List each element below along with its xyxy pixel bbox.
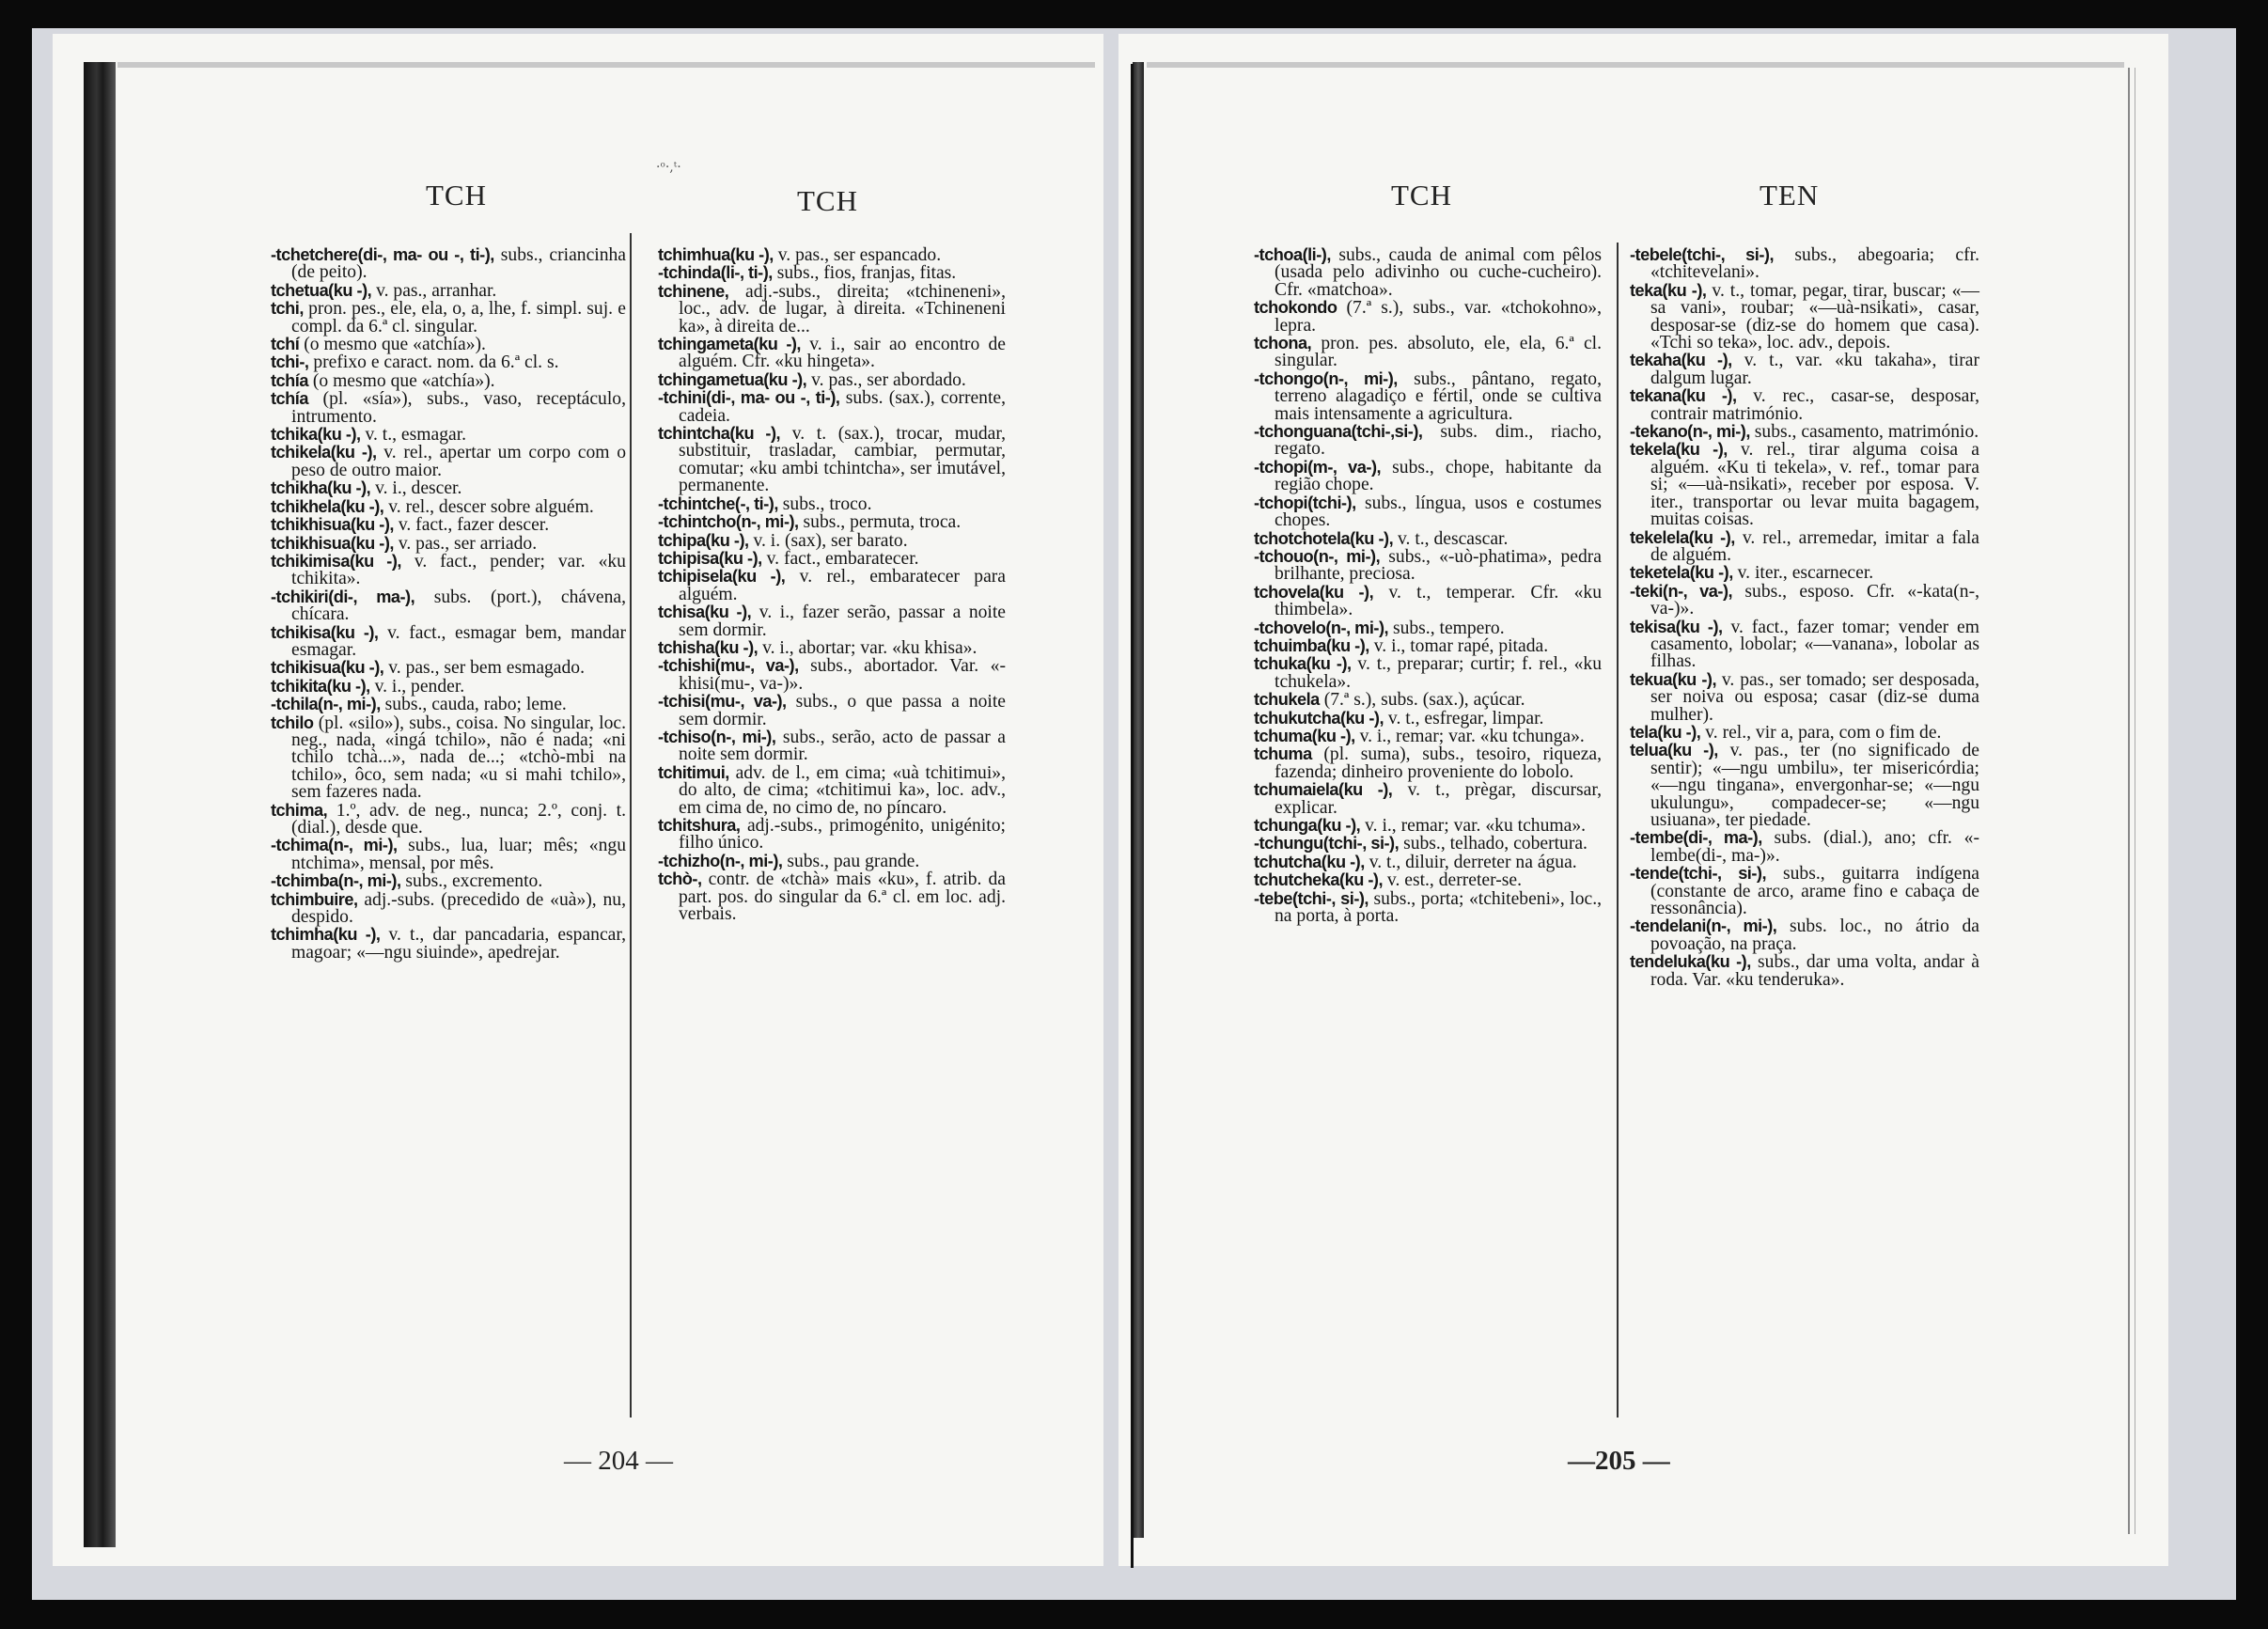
entry-definition: subs., abortador. Var. «-khisi(mu-, va-)».: [679, 656, 1006, 694]
entry-headword: tchuma: [1254, 744, 1312, 764]
dictionary-entry: [1630, 423, 1979, 441]
dictionary-entry: [271, 837, 626, 872]
entry-headword: tchisa(ku -),: [658, 603, 752, 622]
entry-headword: tchí: [271, 335, 300, 354]
entry-headword: tchi,: [271, 299, 304, 319]
entry-definition: adj.-subs. (precedido de «uà»), nu, despido.: [291, 889, 626, 928]
dictionary-entry: [1254, 817, 1602, 835]
entry-definition: v. i., fazer serão, passar a noite sem dormir.: [679, 603, 1006, 640]
entry-headword: tchipa(ku -),: [658, 530, 749, 550]
entry-headword: -tchisi(mu-, va-),: [658, 692, 787, 712]
entry-headword: -tchongo(n-, mi-),: [1254, 368, 1398, 388]
dictionary-entry: [1254, 335, 1602, 370]
center-binding-edge: [1133, 62, 1144, 1538]
entry-headword: tchimha(ku -),: [271, 925, 381, 945]
entry-headword: tchumaiela(ku -),: [1254, 780, 1393, 800]
left-column-divider: [630, 233, 632, 1418]
entry-definition: v. rel., tirar alguma coisa a alguém. «Ku ti tekela», v. ref., tomar para si; «—uà-nsikati», receber por esposa. V. iter., transportar ou levar muita bagagem, muitas coisas.: [1650, 440, 1979, 530]
entry-headword: -tchila(n-, mi-),: [271, 695, 381, 714]
entry-definition: v. rel., arremedar, imitar a fala de alguém.: [1650, 527, 1979, 565]
entry-headword: tekisa(ku -),: [1630, 617, 1723, 636]
dictionary-entry: [1630, 619, 1979, 671]
entry-definition: subs., excremento.: [400, 871, 543, 892]
entry-headword: -tchungu(tchi-, si-),: [1254, 834, 1400, 854]
entry-definition: (pl. suma), subs., tesoiro, riqueza, fazenda; dinheiro proveniente do lobolo.: [1275, 744, 1602, 782]
entry-definition: v. rel., descer sobre alguém.: [383, 496, 594, 517]
entry-headword: -tembe(di-, ma-),: [1630, 828, 1762, 848]
entry-headword: tchutcheka(ku -),: [1254, 870, 1384, 890]
entry-definition: adv. de l., em cima; «uà tchitimui», do alto, de cima; «tchitimui ka», loc. adv., em cima de, no cimo de, no píncaro.: [679, 762, 1006, 818]
entry-headword: -tchetchere(di-, ma- ou -, ti-),: [271, 245, 494, 264]
entry-definition: v. pas., ter (no significado de sentir); «—ngu umbilu», ter misericórdia; «—ngu tingana», envergonhar-se; «—ngu ukulungu», compadecer-se; «—ngu usiuana», ter piedade.: [1650, 741, 1979, 830]
entry-headword: tela(ku -),: [1630, 722, 1701, 742]
left-page-top-edge: [117, 62, 1095, 68]
dictionary-entry: [271, 516, 626, 534]
entry-headword: tekana(ku -),: [1630, 386, 1737, 406]
entry-definition: v. t., prègar, discursar, explicar.: [1275, 780, 1602, 818]
entry-headword: tchikisua(ku -),: [271, 658, 384, 678]
entry-headword: tchokondo: [1254, 298, 1337, 318]
entry-definition: subs. (dial.), ano; cfr. «-lembe(di-, ma-)».: [1650, 828, 1979, 866]
entry-headword: tchimbuire,: [271, 889, 358, 909]
entry-headword: -tchintche(-, ti-),: [658, 493, 778, 513]
entry-definition: v. rel., apertar um corpo com o peso de outro maior.: [291, 443, 626, 480]
entry-headword: -tchopi(tchi-),: [1254, 493, 1356, 512]
dictionary-entry: [1630, 246, 1979, 282]
dictionary-entry: [1630, 441, 1979, 528]
entry-definition: subs., dar uma volta, andar à roda. Var. «ku tenderuka».: [1650, 952, 1979, 990]
dictionary-entry: [658, 657, 1006, 693]
dictionary-entry: [1630, 583, 1979, 619]
entry-headword: tchingameta(ku -),: [658, 335, 801, 354]
entry-definition: subs., pântano, regato, terreno alagadiço e fértil, onde se cultiva mais intensamente a agricultura.: [1275, 368, 1602, 424]
dictionary-entry: [1254, 530, 1602, 548]
entry-definition: subs., porta; «tchitebeni», loc., na porta, à porta.: [1275, 888, 1603, 927]
entry-headword: tekaha(ku -),: [1630, 351, 1732, 370]
page-204-column-1: [271, 246, 626, 962]
dictionary-entry: [271, 426, 626, 444]
entry-definition: v. t., esfregar, limpar.: [1384, 708, 1544, 728]
dictionary-entry: [658, 264, 1006, 282]
entry-headword: tchona,: [1254, 334, 1312, 353]
entry-headword: tchitimui,: [658, 762, 729, 782]
dictionary-entry: [1254, 835, 1602, 853]
dictionary-entry: [271, 872, 626, 890]
entry-definition: subs., chope, habitante da região chope.: [1275, 457, 1602, 495]
entry-headword: -tchima(n-, mi-),: [271, 836, 398, 855]
dictionary-entry: [1254, 619, 1602, 637]
entry-definition: adj.-subs., primogénito, unigénito; filho único.: [679, 816, 1006, 854]
dictionary-entry: [1254, 459, 1602, 494]
dictionary-entry: [658, 246, 1006, 264]
left-binding-edge: [84, 62, 116, 1547]
entry-definition: subs., criancinha (de peito).: [291, 245, 627, 283]
entry-definition: subs., permuta, troca.: [798, 512, 962, 533]
entry-definition: v. t., diluir, derreter na água.: [1364, 852, 1577, 872]
dictionary-entry: [658, 693, 1006, 728]
dictionary-entry: [271, 479, 626, 497]
entry-definition: v. est., derreter-se.: [1383, 870, 1522, 891]
entry-headword: tchikhisua(ku -),: [271, 533, 394, 553]
entry-headword: -tchoa(li-),: [1254, 245, 1331, 264]
entry-definition: subs., cauda, rabo; leme.: [380, 695, 567, 715]
dictionary-entry: [1630, 352, 1979, 387]
entry-headword: tchikhela(ku -),: [271, 496, 384, 516]
entry-definition: (7.ª s.), subs. (sax.), açúcar.: [1319, 690, 1525, 711]
entry-definition: v. i. (sax), ser barato.: [748, 530, 908, 551]
entry-headword: tchuimba(ku -),: [1254, 635, 1369, 655]
page-204-column-2: [658, 246, 1006, 923]
dictionary-entry: [658, 495, 1006, 513]
dictionary-entry: [658, 532, 1006, 550]
dictionary-entry: [271, 553, 626, 588]
right-page-margin-rule: [2128, 68, 2135, 1534]
entry-headword: tchitshura,: [658, 816, 741, 835]
entry-headword: -tchiso(n-, mi-),: [658, 727, 776, 746]
dictionary-entry: [271, 246, 626, 282]
dictionary-entry: [271, 802, 626, 838]
dictionary-entry: [658, 639, 1006, 657]
entry-headword: tekelela(ku -),: [1630, 527, 1735, 547]
entry-headword: -tchishi(mu-, va-),: [658, 656, 799, 676]
page-number-205: —205 —: [1568, 1446, 1670, 1476]
entry-definition: v. i., remar; var. «ku tchunga».: [1354, 726, 1585, 746]
dictionary-entry: [271, 891, 626, 927]
entry-definition: subs., esposo. Cfr. «-kata(n-, va-)».: [1650, 581, 1979, 619]
dictionary-entry: [658, 513, 1006, 531]
entry-headword: tchikisa(ku -),: [271, 622, 379, 642]
dictionary-entry: [658, 853, 1006, 870]
entry-headword: tchuka(ku -),: [1254, 654, 1352, 674]
right-column-divider: [1617, 243, 1619, 1418]
entry-definition: contr. de «tchà» mais «ku», f. atrib. da part. pos. do singular da 6.ª cl. em loc. adj. verbais.: [679, 869, 1006, 925]
dictionary-entry: [1630, 829, 1979, 865]
entry-definition: v. fact., fazer descer.: [393, 515, 550, 536]
page-204-header-left: TCH: [426, 179, 487, 211]
dictionary-entry: [1254, 246, 1602, 299]
entry-definition: v. t., temperar. Cfr. «ku thimbela».: [1275, 582, 1602, 620]
entry-headword: tchima,: [271, 800, 328, 820]
entry-definition: v. rec., casar-se, desposar, contrair matrimónio.: [1650, 386, 1979, 424]
entry-headword: tchotchotela(ku -),: [1254, 528, 1394, 548]
entry-definition: v. t., esmagar.: [360, 425, 467, 446]
dictionary-entry: [271, 353, 626, 371]
dictionary-entry: [1630, 953, 1979, 989]
entry-definition: v. i., sair ao encontro de alguém. Cfr. «ku hingeta».: [679, 335, 1006, 372]
entry-headword: -tebe(tchi-, si-),: [1254, 888, 1369, 908]
entry-headword: tchikimisa(ku -),: [271, 551, 401, 571]
entry-headword: tchikhisua(ku -),: [271, 515, 394, 535]
entry-definition: subs. (sax.), corrente, cadeia.: [679, 388, 1007, 426]
dictionary-entry: [1254, 871, 1602, 889]
dictionary-entry: [271, 498, 626, 516]
dictionary-entry: [1630, 671, 1979, 724]
entry-headword: -tchonguana(tchi-,si-),: [1254, 422, 1423, 442]
entry-definition: subs. loc., no átrio da povoação, na praça.: [1650, 916, 1979, 954]
entry-definition: prefixo e caract. nom. da 6.ª cl. s.: [308, 352, 559, 373]
ink-mark: ·ᵒ·,ᵗ·: [656, 160, 681, 175]
entry-headword: tchingametua(ku -),: [658, 369, 807, 389]
page-205-header-right: TEN: [1760, 179, 1820, 211]
entry-definition: v. i., tomar rapé, pitada.: [1369, 635, 1549, 656]
dictionary-entry: [658, 603, 1006, 639]
dictionary-entry: [1254, 728, 1602, 745]
dictionary-entry: [271, 336, 626, 353]
entry-definition: subs., casamento, matrimónio.: [1749, 422, 1979, 443]
dictionary-entry: [271, 444, 626, 479]
entry-headword: -tchovelo(n-, mi-),: [1254, 618, 1389, 637]
right-page-top-edge: [1147, 62, 2124, 68]
dictionary-entry: [271, 696, 626, 713]
entry-definition: (7.ª s.), subs., var. «tchokohno», lepra.: [1275, 298, 1602, 336]
entry-definition: subs., «-uò-phatima», pedra brilhante, preciosa.: [1275, 546, 1602, 585]
entry-definition: v. i., pender.: [369, 676, 465, 697]
entry-headword: tchipisa(ku -),: [658, 548, 762, 568]
page-204-header-right: TCH: [797, 184, 858, 217]
entry-headword: tchetua(ku -),: [271, 280, 372, 300]
entry-definition: v. t., dar pancadaria, espancar, magoar; «—ngu siuinde», apedrejar.: [291, 925, 626, 963]
entry-headword: tchinene,: [658, 281, 729, 301]
dictionary-entry: [1254, 370, 1602, 423]
entry-headword: -tchopi(m-, va-),: [1254, 457, 1382, 477]
entry-definition: v. t. (sax.), trocar, mudar, substituir, trasladar, cambiar, permutar, comutar; «ku ambi tchintcha», ser imutável, permanente.: [679, 424, 1006, 496]
entry-definition: v. i., descer.: [370, 478, 462, 499]
entry-definition: subs., o que passa a noite sem dormir.: [679, 692, 1006, 729]
entry-definition: v. pas., ser arriado.: [393, 533, 538, 554]
dictionary-entry: [271, 282, 626, 300]
entry-definition: pron. pes. absoluto, ele, ela, 6.ª cl. singular.: [1275, 334, 1602, 371]
dictionary-entry: [1630, 865, 1979, 917]
dictionary-entry: [1254, 691, 1602, 709]
entry-headword: tchukela: [1254, 690, 1320, 710]
dictionary-entry: [658, 283, 1006, 336]
entry-headword: teketela(ku -),: [1630, 563, 1733, 583]
entry-headword: tchukutcha(ku -),: [1254, 708, 1384, 728]
entry-definition: subs., língua, usos e costumes chopes.: [1275, 493, 1602, 531]
dictionary-entry: [271, 659, 626, 677]
entry-headword: tchunga(ku -),: [1254, 816, 1361, 835]
dictionary-entry: [1630, 724, 1979, 742]
dictionary-entry: [1254, 548, 1602, 584]
entry-headword: tendeluka(ku -),: [1630, 952, 1751, 972]
entry-definition: v. rel., embaratecer para alguém.: [679, 567, 1006, 604]
entry-headword: tchikela(ku -),: [271, 443, 377, 462]
page-number-204: — 204 —: [564, 1446, 673, 1476]
dictionary-entry: [271, 300, 626, 336]
page-205-header-left: TCH: [1391, 179, 1452, 211]
dictionary-entry: [271, 678, 626, 696]
dictionary-entry: [658, 550, 1006, 568]
dictionary-entry: [1254, 710, 1602, 728]
entry-definition: v. t., preparar; curtir; f. rel., «ku tchukela».: [1275, 654, 1603, 692]
entry-definition: (o mesmo que «atchía»).: [307, 370, 495, 391]
dictionary-entry: [1254, 494, 1602, 530]
entry-headword: tekela(ku -),: [1630, 440, 1728, 460]
entry-headword: tchutcha(ku -),: [1254, 852, 1365, 871]
entry-definition: v. rel., vir a, para, com o fim de.: [1700, 722, 1942, 743]
entry-definition: subs., tempero.: [1388, 618, 1505, 638]
dictionary-entry: [1630, 387, 1979, 423]
dictionary-entry: [271, 714, 626, 802]
entry-definition: v. t., var. «ku takaha», tirar dalgum lugar.: [1650, 351, 1979, 388]
gutter-rule: [1131, 64, 1134, 1568]
dictionary-entry: [1254, 423, 1602, 459]
dictionary-entry: [1254, 584, 1602, 619]
entry-headword: tchía: [271, 370, 308, 390]
entry-definition: subs., troco.: [777, 493, 872, 514]
dictionary-entry: [1254, 890, 1602, 926]
entry-headword: tchía: [271, 389, 308, 409]
dictionary-entry: [658, 371, 1006, 389]
dictionary-entry: [658, 336, 1006, 371]
entry-headword: tchò-,: [658, 869, 702, 889]
entry-headword: tchikita(ku -),: [271, 676, 370, 696]
entry-definition: v. pas., ser espancado.: [773, 245, 942, 265]
page-205-column-2: [1630, 246, 1979, 989]
dictionary-entry: [1254, 299, 1602, 335]
entry-headword: -tchizho(n-, mi-),: [658, 851, 783, 870]
entry-definition: (o mesmo que «atchía»).: [299, 335, 486, 355]
page-205-column-1: [1254, 246, 1602, 925]
entry-headword: teka(ku -),: [1630, 280, 1707, 300]
entry-headword: -tchikiri(di-, ma-),: [271, 587, 415, 606]
entry-definition: v. pas., ser abordado.: [806, 369, 966, 390]
entry-headword: tchikha(ku -),: [271, 478, 371, 498]
entry-headword: tchisha(ku -),: [658, 637, 759, 657]
entry-definition: (pl. «sía»), subs., vaso, receptáculo, intrumento.: [291, 389, 626, 427]
entry-definition: pron. pes., ele, ela, o, a, lhe, f. simpl. suj. e compl. da 6.ª cl. singular.: [291, 299, 626, 337]
entry-headword: -tekano(n-, mi-),: [1630, 422, 1750, 442]
entry-headword: tchipisela(ku -),: [658, 567, 786, 587]
entry-definition: subs., serão, acto de passar a noite sem dormir.: [679, 727, 1006, 765]
dictionary-entry: [1630, 282, 1979, 352]
entry-headword: -tchimba(n-, mi-),: [271, 871, 401, 891]
entry-headword: -tchini(di-, ma- ou -, ti-),: [658, 388, 840, 408]
entry-definition: subs., fios, franjas, fitas.: [772, 263, 957, 284]
entry-definition: subs., pau grande.: [782, 851, 920, 871]
dictionary-entry: [1254, 655, 1602, 691]
dictionary-entry: [1254, 854, 1602, 871]
entry-headword: -tendelani(n-, mi-),: [1630, 916, 1777, 936]
entry-headword: tchimhua(ku -),: [658, 245, 774, 264]
entry-definition: subs., abegoaria; cfr. «tchitevelani».: [1650, 245, 1979, 283]
dictionary-entry: [1630, 917, 1979, 953]
dictionary-entry: [658, 389, 1006, 425]
entry-definition: v. fact., fazer tomar; vender em casamento, lobolar; «—vanana», lobolar as filhas.: [1650, 617, 1979, 672]
entry-definition: subs., lua, luar; mês; «ngu ntchima», mensal, por mês.: [291, 836, 626, 873]
dictionary-entry: [271, 926, 626, 962]
entry-definition: v. fact., pender; var. «ku tchikita».: [291, 551, 626, 589]
dictionary-entry: [271, 372, 626, 390]
dictionary-entry: [271, 588, 626, 624]
entry-definition: subs., cauda de animal com pêlos (usada pelo adivinho ou cuche-cucheiro). Cfr. «matchoa».: [1275, 245, 1602, 300]
dictionary-entry: [658, 870, 1006, 923]
entry-definition: v. t., descascar.: [1393, 528, 1509, 549]
dictionary-entry: [1630, 564, 1979, 582]
entry-definition: v. pas., ser bem esmagado.: [383, 658, 585, 679]
entry-definition: subs., telhado, cobertura.: [1399, 834, 1588, 854]
dictionary-entry: [1630, 742, 1979, 829]
dictionary-entry: [658, 764, 1006, 817]
entry-definition: v. i., abortar; var. «ku khisa».: [758, 637, 978, 658]
entry-headword: -tende(tchi-, si-),: [1630, 864, 1767, 884]
dictionary-entry: [658, 817, 1006, 853]
dictionary-entry: [271, 390, 626, 426]
entry-headword: -tchintcho(n-, mi-),: [658, 512, 799, 532]
entry-headword: tchovela(ku -),: [1254, 582, 1374, 602]
dictionary-entry: [1630, 529, 1979, 565]
dictionary-entry: [658, 728, 1006, 764]
entry-definition: v. iter., escarnecer.: [1732, 563, 1874, 584]
entry-definition: (pl. «silo»), subs., coisa. No singular, loc. neg., nada, «ingá tchilo», não é nada; «ni tchilo tchà...», nada de...; «tchò-mbi na tchilo», ôco, sem nada; «u si mahi tchilo», sem fazeres nada.: [291, 713, 626, 803]
entry-definition: 1.º, adv. de neg., nunca; 2.º, conj. t. (dial.), desde que.: [291, 800, 626, 838]
entry-definition: v. fact., esmagar bem, mandar esmagar.: [291, 622, 626, 660]
entry-definition: v. fact., embaratecer.: [761, 548, 919, 569]
entry-definition: subs. dim., riacho, regato.: [1275, 422, 1602, 460]
entry-headword: tchi-,: [271, 352, 309, 372]
entry-headword: tchilo: [271, 713, 314, 732]
entry-headword: -tchouo(n-, mi-),: [1254, 546, 1381, 566]
entry-definition: subs. (port.), chávena, chícara.: [291, 587, 626, 625]
dictionary-entry: [658, 568, 1006, 603]
entry-definition: v. pas., arranhar.: [371, 280, 497, 301]
entry-headword: telua(ku -),: [1630, 741, 1718, 760]
entry-headword: tchuma(ku -),: [1254, 726, 1355, 745]
dictionary-entry: [271, 535, 626, 553]
entry-headword: -tchinda(li-, ti-),: [658, 263, 773, 283]
entry-headword: tchintcha(ku -),: [658, 424, 781, 444]
dictionary-entry: [271, 624, 626, 660]
entry-headword: tchika(ku -),: [271, 425, 361, 445]
entry-definition: v. pas., ser tomado; ser desposada, ser noiva ou esposa; casar (diz-se duma mulher).: [1650, 669, 1979, 725]
entry-definition: v. t., tomar, pegar, tirar, buscar; «—sa vani», roubar; «—uà-nsikati», casar, desposar-se (diz-se do homem que casa). «Tchi so teka», loc. adv., depois.: [1650, 280, 1979, 353]
entry-definition: subs., guitarra indígena (constante de arco, arame fino e cabaça de ressonância).: [1650, 864, 1979, 919]
entry-definition: v. i., remar; var. «ku tchuma».: [1360, 816, 1587, 836]
entry-headword: -teki(n-, va-),: [1630, 581, 1733, 601]
entry-definition: adj.-subs., direita; «tchineneni», loc., adv. de lugar, à direita. «Tchineneni ka», à direita de...: [679, 281, 1006, 337]
dictionary-entry: [1254, 637, 1602, 655]
dictionary-entry: [1254, 781, 1602, 817]
entry-headword: -tebele(tchi-, si-),: [1630, 245, 1775, 264]
dictionary-entry: [1254, 745, 1602, 781]
dictionary-entry: [658, 425, 1006, 495]
entry-headword: tekua(ku -),: [1630, 669, 1716, 689]
